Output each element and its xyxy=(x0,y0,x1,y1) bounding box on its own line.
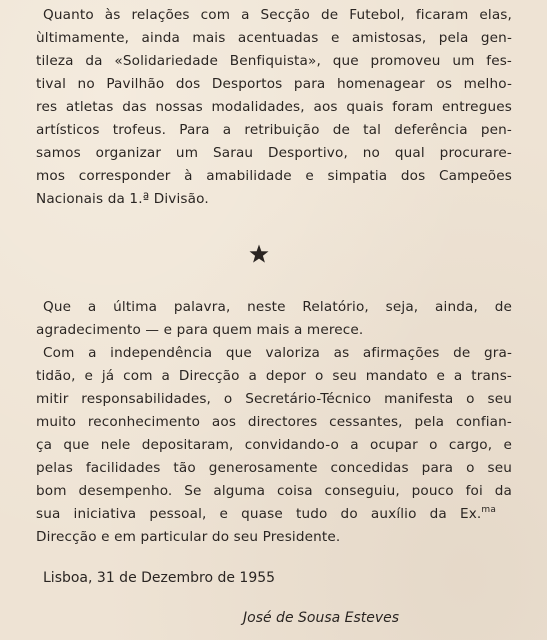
text-line: mos corresponder à amabilidade e simpatia dos Campeões xyxy=(36,168,512,184)
text-line: tival no Pavilhão dos Desportos para homenagear os melho- xyxy=(36,76,512,92)
superscript: ma xyxy=(481,505,496,515)
text-line: Direcção e em particular do seu Presidente. xyxy=(36,529,341,545)
signature: José de Sousa Esteves xyxy=(243,610,400,626)
text-line: Quanto às relações com a Secção de Futebol, ficaram elas, xyxy=(43,7,512,23)
text-line-content: sua iniciativa pessoal, e quase tudo do auxílio da Ex. xyxy=(36,506,482,522)
text-line: agradecimento — e para quem mais a merece. xyxy=(36,322,364,338)
text-line: mitir responsabilidades, o Secretário-Técnico manifesta o seu xyxy=(36,391,512,407)
text-line: tileza da «Solidariedade Benfiquista», que promoveu um fes- xyxy=(36,53,512,69)
text-line: samos organizar um Sarau Desportivo, no qual procurare- xyxy=(36,145,512,161)
text-line: tidão, e já com a Direcção a depor o seu mandato e a trans- xyxy=(36,368,512,384)
text-line: artísticos trofeus. Para a retribuição de tal deferência pen- xyxy=(36,122,512,138)
text-line: Com a independência que valoriza as afirmações de gra- xyxy=(43,345,512,361)
text-line: bom desempenho. Se alguma coisa conseguiu, pouco foi da xyxy=(36,483,512,499)
text-line: pelas facilidades tão generosamente concedidas para o seu xyxy=(36,460,512,476)
text-line: Nacionais da 1.ª Divisão. xyxy=(36,191,209,207)
text-line xyxy=(36,503,496,525)
star-separator-icon xyxy=(248,243,270,265)
text-line: ça que nele depositaram, convidando-o a ocupar o cargo, e xyxy=(36,437,512,453)
text-line: ùltimamente, ainda mais acentuadas e amistosas, pela gen- xyxy=(36,30,512,46)
place-date: Lisboa, 31 de Dezembro de 1955 xyxy=(43,570,276,586)
text-line: Que a última palavra, neste Relatório, seja, ainda, de xyxy=(43,299,512,315)
text-line: res atletas das nossas modalidades, aos quais foram entregues xyxy=(36,99,512,115)
text-line: muito reconhecimento aos directores cessantes, pela confian- xyxy=(36,414,512,430)
